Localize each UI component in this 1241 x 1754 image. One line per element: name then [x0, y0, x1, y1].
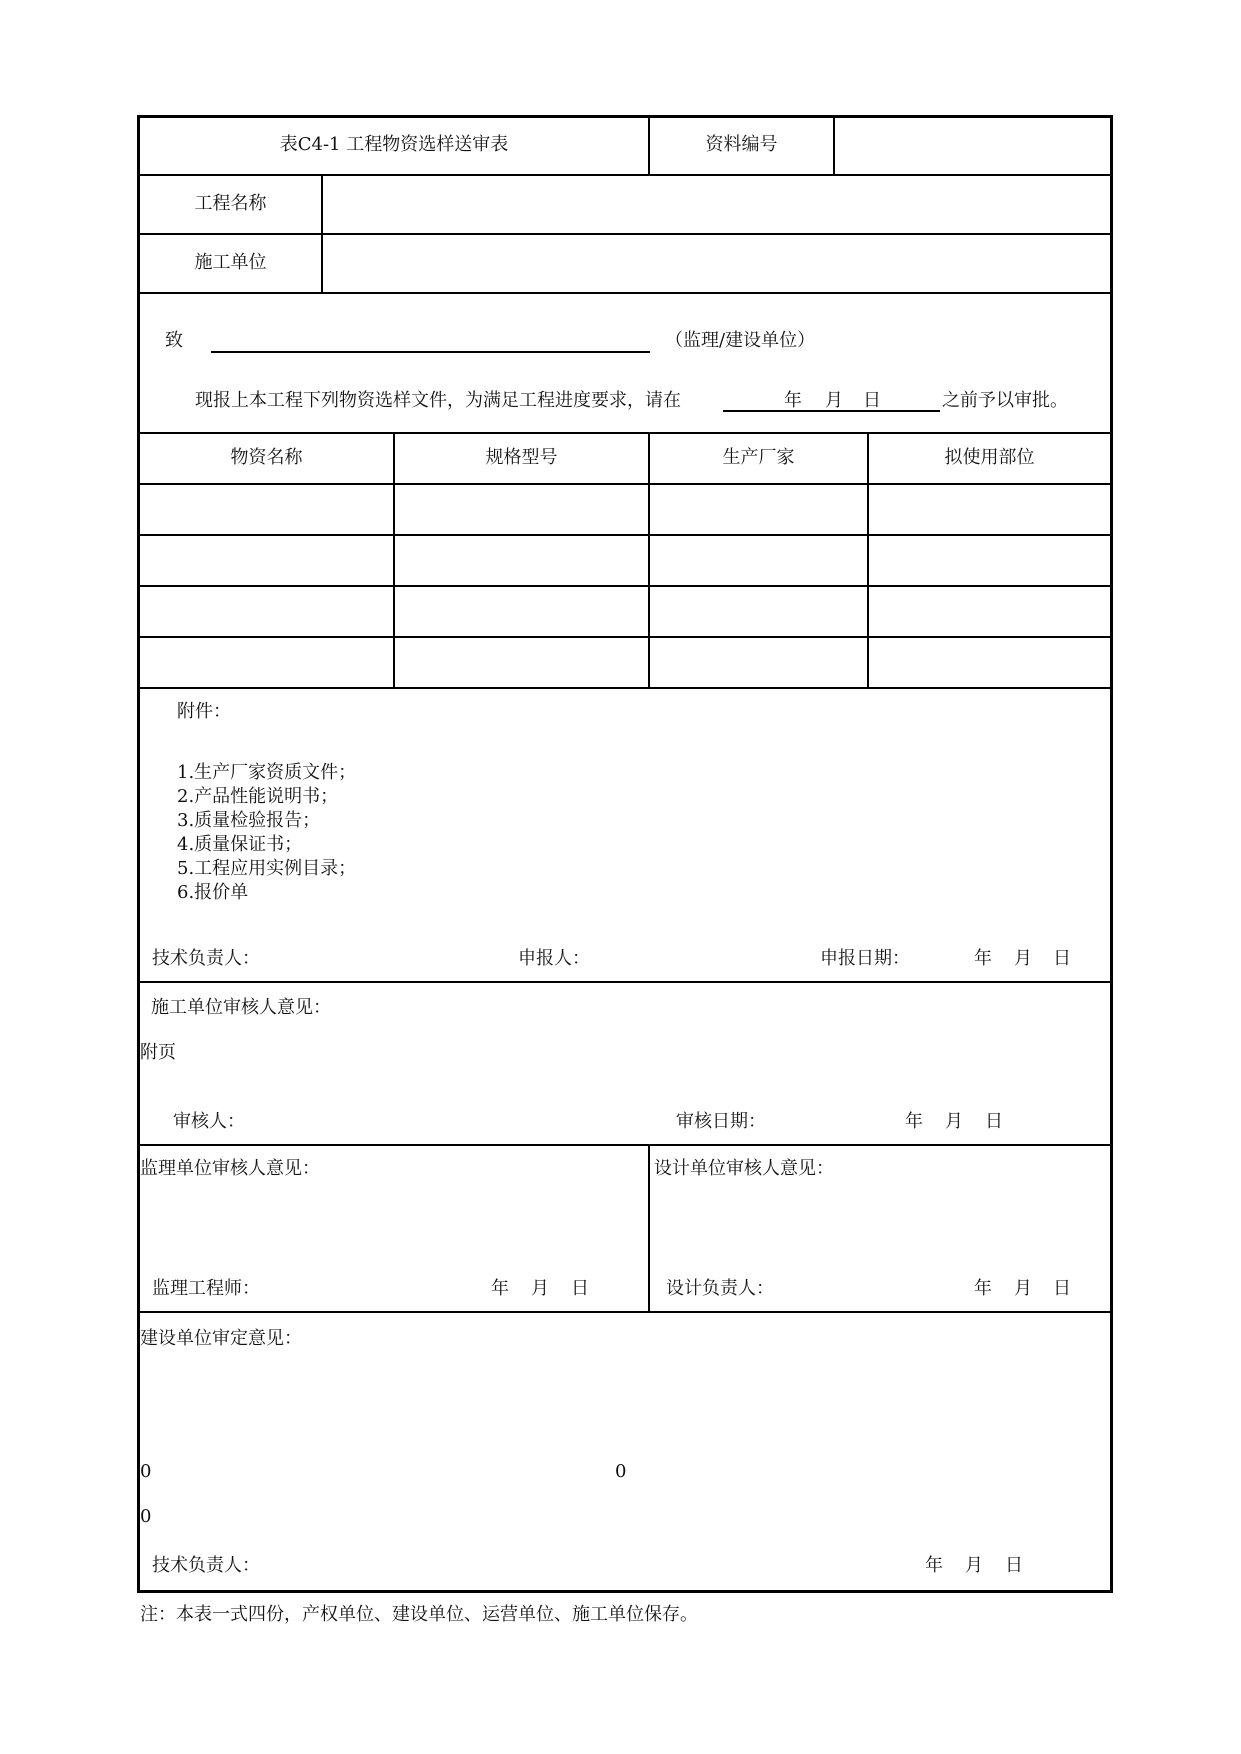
- design-date-day: 日: [1053, 1278, 1071, 1299]
- table-cell[interactable]: [869, 638, 1110, 687]
- owner-date-year: 年: [925, 1555, 943, 1576]
- table-cell[interactable]: [869, 536, 1110, 585]
- reviewer-label: 审核人：: [173, 1111, 245, 1132]
- apply-date-month: 月: [1014, 948, 1032, 969]
- project-name-label: 工程名称: [194, 193, 267, 214]
- table-cell[interactable]: [395, 638, 648, 687]
- to-suffix: （监理/建设单位）: [665, 330, 816, 351]
- design-date-month: 月: [1014, 1278, 1032, 1299]
- request-tail: 之前予以审批。: [942, 390, 1068, 411]
- attachment-item: 1.生产厂家资质文件；: [177, 762, 357, 783]
- attachments-label: 附件：: [177, 701, 231, 722]
- request-year: 年: [784, 390, 802, 411]
- supervision-engineer-label: 监理工程师：: [152, 1278, 260, 1299]
- table-cell[interactable]: [140, 638, 393, 687]
- table-cell[interactable]: [650, 536, 867, 585]
- table-cell[interactable]: [395, 485, 648, 534]
- row-divider: [137, 981, 1113, 983]
- col-header-manufacturer: 生产厂家: [722, 447, 795, 468]
- placeholder-zero: 0: [615, 1461, 627, 1482]
- doc-no-label: 资料编号: [705, 134, 778, 155]
- contractor-review-label: 施工单位审核人意见：: [151, 997, 331, 1018]
- table-cell[interactable]: [650, 638, 867, 687]
- attachment-item: 4.质量保证书；: [177, 834, 303, 855]
- owner-date-month: 月: [965, 1555, 983, 1576]
- footnote: 注：本表一式四份，产权单位、建设单位、运营单位、施工单位保存。: [140, 1604, 698, 1625]
- design-lead-label: 设计负责人：: [666, 1278, 774, 1299]
- table-cell[interactable]: [650, 485, 867, 534]
- attached-page-label: 附页: [140, 1042, 176, 1063]
- review-date-day: 日: [985, 1111, 1003, 1132]
- row-divider: [137, 292, 1113, 294]
- attachment-item: 3.质量检验报告；: [177, 810, 321, 831]
- form-title: 表C4-1 工程物资选样送审表: [279, 134, 509, 155]
- attachment-item: 2.产品性能说明书；: [177, 786, 339, 807]
- attachment-item: 5.工程应用实例目录；: [177, 858, 357, 879]
- apply-date-year: 年: [974, 948, 992, 969]
- contractor-label: 施工单位: [194, 252, 267, 273]
- row-divider: [137, 687, 1113, 689]
- owner-tech-lead-label: 技术负责人：: [152, 1555, 260, 1576]
- review-date-label: 审核日期：: [676, 1111, 766, 1132]
- contractor-field[interactable]: [323, 235, 1110, 292]
- apply-date-day: 日: [1053, 948, 1071, 969]
- row-divider: [137, 1311, 1113, 1313]
- supervision-date-day: 日: [571, 1278, 589, 1299]
- col-divider: [648, 1144, 650, 1312]
- tech-lead-label: 技术负责人：: [152, 948, 260, 969]
- project-name-field[interactable]: [323, 176, 1110, 233]
- table-cell[interactable]: [869, 485, 1110, 534]
- design-review-label: 设计单位审核人意见：: [654, 1158, 834, 1179]
- supervision-date-year: 年: [491, 1278, 509, 1299]
- table-cell[interactable]: [395, 587, 648, 636]
- attachment-item: 6.报价单: [177, 882, 249, 903]
- table-cell[interactable]: [869, 587, 1110, 636]
- table-cell[interactable]: [140, 587, 393, 636]
- design-date-year: 年: [974, 1278, 992, 1299]
- table-cell[interactable]: [140, 485, 393, 534]
- placeholder-zero: 0: [140, 1461, 152, 1482]
- request-month: 月: [825, 390, 843, 411]
- recipient-underline[interactable]: [211, 351, 650, 353]
- placeholder-zero: 0: [140, 1506, 152, 1527]
- apply-date-label: 申报日期：: [820, 948, 910, 969]
- to-label: 致: [165, 330, 183, 351]
- table-cell[interactable]: [650, 587, 867, 636]
- owner-date-day: 日: [1005, 1555, 1023, 1576]
- supervision-date-month: 月: [531, 1278, 549, 1299]
- review-date-month: 月: [945, 1111, 963, 1132]
- row-divider: [137, 1144, 1113, 1146]
- applicant-label: 申报人：: [518, 948, 590, 969]
- col-header-spec-model: 规格型号: [485, 447, 558, 468]
- supervision-review-label: 监理单位审核人意见：: [140, 1158, 320, 1179]
- table-cell[interactable]: [395, 536, 648, 585]
- owner-review-label: 建设单位审定意见：: [140, 1328, 302, 1349]
- doc-no-field[interactable]: [835, 118, 1110, 174]
- review-date-year: 年: [905, 1111, 923, 1132]
- request-text: 现报上本工程下列物资选样文件，为满足工程进度要求，请在: [195, 390, 681, 411]
- request-day: 日: [863, 390, 881, 411]
- row-divider: [137, 432, 1113, 434]
- col-header-material-name: 物资名称: [230, 447, 303, 468]
- table-cell[interactable]: [140, 536, 393, 585]
- col-header-usage-location: 拟使用部位: [944, 447, 1035, 468]
